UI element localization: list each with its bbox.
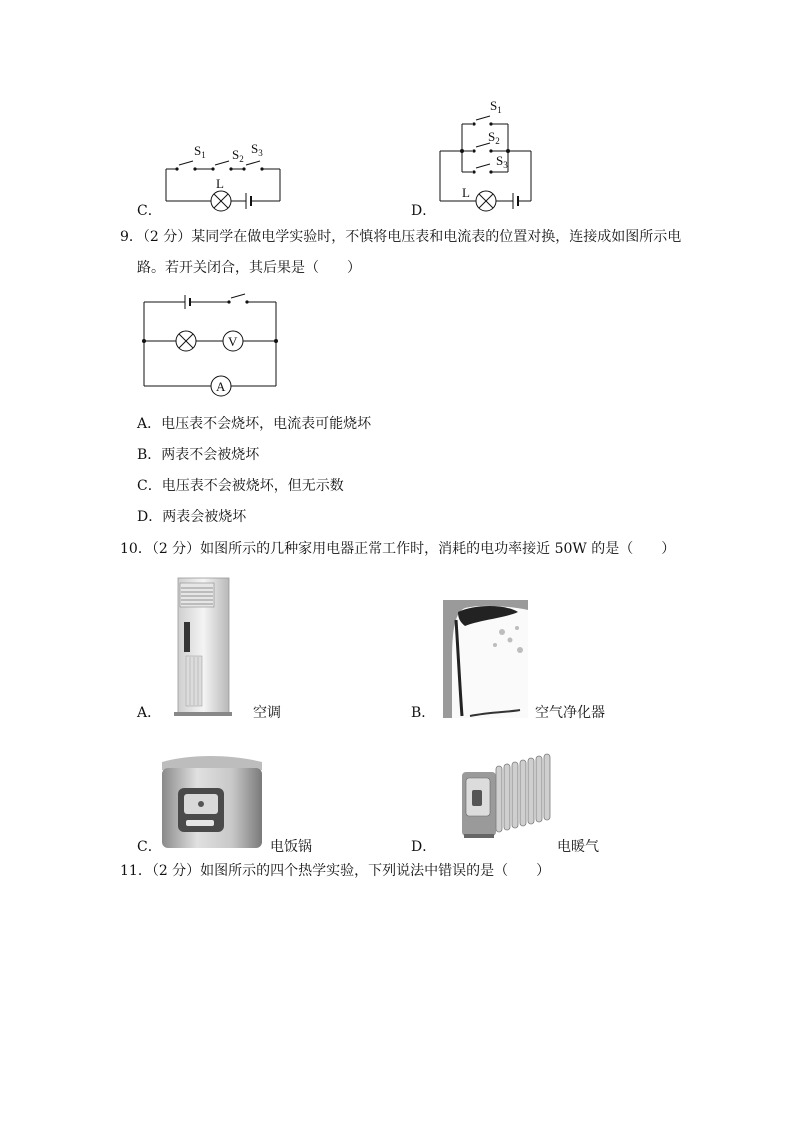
q10-option-b-prefix: B． [411,705,436,721]
q8-d-s3-label: $S_3$ [496,153,508,170]
q8-c-lamp-label: L [216,176,224,191]
q9-stem-line1: 9．（2 分）某同学在做电学实验时，不慎将电压表和电流表的位置对换，连接成如图所示电 [120,229,682,245]
q9-stem-line2: 路。若开关闭合，其后果是（ ） [137,260,361,276]
q8-d-s1-label: $S_1$ [490,98,502,115]
q10-option-b-label: 空气净化器 [535,705,605,721]
q10-option-c-label: 电饭锅 [270,839,312,855]
q8-option-c-label: C． [137,203,162,219]
q10-stem: 10．（2 分）如图所示的几种家用电器正常工作时，消耗的电功率接近 50W 的是（ ） [120,541,676,557]
q8-c-s2-label: $S_2$ [232,147,244,164]
q10-option-d-prefix: D． [411,839,437,855]
q9-ammeter-label: A [216,379,226,394]
q8-d-lamp-label: L [462,185,470,200]
q10-option-c-prefix: C． [137,839,162,855]
q9-voltmeter-label: V [228,334,238,349]
q8-option-d-label: D． [411,203,437,219]
q9-option-b: B．两表不会被烧坏 [137,447,260,463]
q9-option-d: D．两表会被烧坏 [137,509,247,525]
q9-option-a: A．电压表不会烧坏，电流表可能烧坏 [137,416,372,432]
q8-c-s3-label: $S_3$ [251,141,263,158]
q10-option-d-label: 电暖气 [557,839,599,855]
q8-d-s2-label: $S_2$ [488,129,500,146]
q11-stem: 11．（2 分）如图所示的四个热学实验，下列说法中错误的是（ ） [120,863,551,879]
q10-option-a-label: 空调 [253,705,281,721]
q10-option-a-prefix: A． [137,705,162,721]
q8-c-s1-label: $S_1$ [194,143,206,160]
q9-option-c: C．电压表不会被烧坏，但无示数 [137,478,344,494]
